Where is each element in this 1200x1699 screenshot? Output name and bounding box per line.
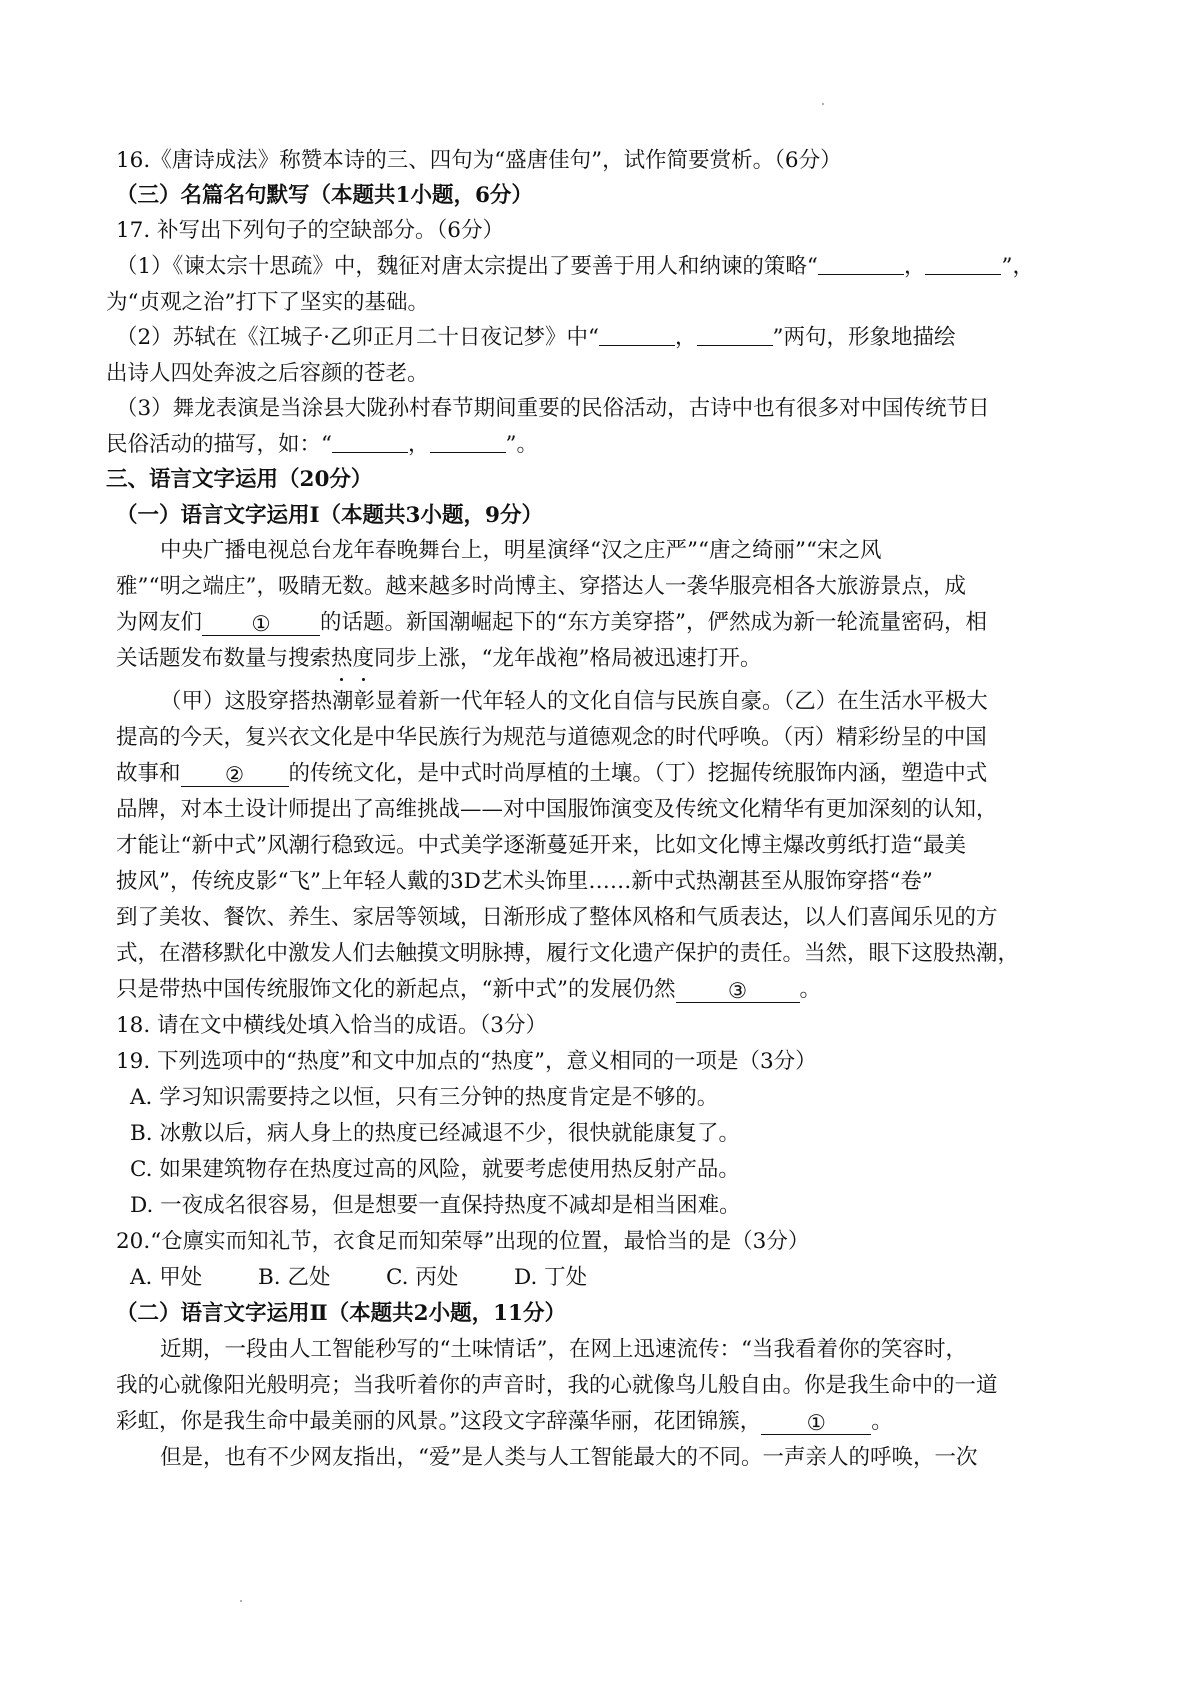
question-17-item-2-cont bbox=[106, 359, 429, 389]
passage-text: 品牌，对本土设计师提出了高维挑战——对中国服饰演变及传统文化精华有更加深刻的认知， bbox=[116, 797, 998, 822]
passage-text: 但是，也有不少网友指出，“爱”是人类与人工智能最大的不同。一声亲人的呼唤，一次 bbox=[160, 1445, 978, 1470]
option-text: B. 冰敷以后，病人身上的热度已经减退不少，很快就能康复了。 bbox=[130, 1121, 740, 1146]
passage-1-line bbox=[116, 608, 987, 638]
fill-blank-1[interactable]: ① bbox=[202, 613, 320, 636]
passage-text: 中央广播电视总台龙年春晚舞台上，明星演绎“汉之庄严”“唐之绮丽”“宋之风 bbox=[160, 538, 882, 563]
passage-text: 提高的今天，复兴衣文化是中华民族行为规范与道德观念的时代呼唤。（丙）精彩纷呈的中国 bbox=[116, 725, 987, 750]
passage-text: 雅”“明之端庄”，吸睛无数。越来越多时尚博主、穿搭达人一袭华服亮相各大旅游景点，成 bbox=[116, 574, 966, 599]
item-3-prefix: 民俗活动的描写，如：“ bbox=[106, 432, 332, 457]
item-3-separator: ， bbox=[408, 432, 430, 457]
fill-blank-3[interactable]: ③ bbox=[676, 980, 800, 1003]
fill-blank[interactable] bbox=[925, 252, 1001, 275]
subsection-2-heading-text: （二）语言文字运用Ⅱ（本题共2小题，11分） bbox=[116, 1301, 567, 1326]
passage-1-line bbox=[116, 975, 821, 1005]
item-1-separator: ， bbox=[903, 254, 926, 279]
subsection-1-heading bbox=[116, 501, 543, 531]
question-17-stem bbox=[116, 216, 504, 246]
passage-1-line bbox=[116, 939, 1019, 969]
item-2-suffix: ”两句，形象地描绘 bbox=[772, 325, 956, 350]
scan-speck bbox=[240, 1600, 242, 1602]
passage-1-line bbox=[160, 536, 881, 566]
part-3-heading-text: 三、语言文字运用（20分） bbox=[106, 467, 373, 492]
question-19-option-b[interactable] bbox=[130, 1119, 740, 1149]
passage-text: 只是带热中国传统服饰文化的新起点，“新中式”的发展仍然 bbox=[116, 977, 676, 1002]
question-20-stem bbox=[116, 1227, 809, 1257]
question-20-option-c[interactable]: C. 丙处 bbox=[386, 1265, 459, 1290]
item-3-line-1: （3）舞龙表演是当涂县大陇孙村春节期间重要的民俗活动，古诗中也有很多对中国传统节日 bbox=[116, 396, 990, 421]
passage-1-line bbox=[116, 903, 998, 933]
question-17-item-1-cont bbox=[106, 288, 429, 318]
question-19-option-d[interactable] bbox=[130, 1191, 741, 1221]
part-3-heading bbox=[106, 465, 372, 495]
passage-text: （甲）这股穿搭热潮彰显着新一代年轻人的文化自信与民族自豪。（乙）在生活水平极大 bbox=[160, 689, 988, 714]
passage-1-line bbox=[116, 723, 987, 753]
passage-text: 为网友们 bbox=[116, 610, 203, 635]
fill-blank[interactable] bbox=[599, 323, 675, 346]
dotted-word-redu bbox=[331, 646, 374, 671]
item-1-line-2: 为“贞观之治”打下了坚实的基础。 bbox=[106, 290, 429, 315]
item-1-suffix: ”， bbox=[1001, 254, 1034, 279]
passage-text: 。 bbox=[799, 977, 822, 1002]
item-2-line-2: 出诗人四处奔波之后容颜的苍老。 bbox=[106, 361, 429, 386]
passage-1-line bbox=[116, 759, 987, 789]
dotted-char: 度 bbox=[353, 644, 375, 674]
question-17-stem-text: 17. 补写出下列句子的空缺部分。（6分） bbox=[116, 218, 504, 243]
question-17-item-1 bbox=[116, 252, 1034, 282]
passage-text: 我的心就像阳光般明亮；当我听着你的声音时，我的心就像鸟儿般自由。你是我生命中的一道 bbox=[116, 1373, 998, 1398]
passage-2-line bbox=[116, 1407, 893, 1437]
question-20-options bbox=[130, 1263, 642, 1293]
question-20-option-a[interactable]: A. 甲处 bbox=[130, 1265, 203, 1290]
passage-text: 的话题。新国潮崛起下的“东方美穿搭”，俨然成为新一轮流量密码，相 bbox=[320, 610, 988, 635]
passage-1-line bbox=[116, 795, 998, 825]
passage-1-line bbox=[116, 867, 933, 897]
fill-blank[interactable] bbox=[430, 430, 506, 453]
scan-speck bbox=[822, 103, 824, 105]
passage-2-line bbox=[160, 1443, 978, 1473]
fill-blank[interactable] bbox=[697, 323, 773, 346]
option-text: A. 学习知识需要持之以恒，只有三分钟的热度肯定是不够的。 bbox=[130, 1085, 719, 1110]
question-19-stem-text: 19. 下列选项中的“热度”和文中加点的“热度”，意义相同的一项是（3分） bbox=[116, 1049, 817, 1074]
passage-text: 的传统文化，是中式时尚厚植的土壤。（丁）挖掘传统服饰内涵，塑造中式 bbox=[288, 761, 988, 786]
passage-1-line bbox=[116, 644, 762, 674]
fill-blank[interactable] bbox=[818, 252, 904, 275]
passage-2-line bbox=[116, 1371, 998, 1401]
section-3-heading-text: （三）名篇名句默写（本题共1小题，6分） bbox=[116, 183, 533, 208]
passage-text: 近期，一段由人工智能秒写的“土味情话”，在网上迅速流传：“当我看着你的笑容时， bbox=[160, 1337, 967, 1362]
passage-2-line bbox=[160, 1335, 967, 1365]
passage-text: 关话题发布数量与搜索 bbox=[116, 646, 332, 671]
question-19-stem bbox=[116, 1047, 817, 1077]
fill-blank[interactable] bbox=[332, 430, 408, 453]
passage-1-line bbox=[160, 687, 988, 717]
passage-text: 。 bbox=[871, 1409, 893, 1434]
fill-blank-1[interactable]: ① bbox=[761, 1412, 871, 1435]
section-3-heading bbox=[116, 181, 533, 211]
question-18 bbox=[116, 1011, 547, 1041]
subsection-1-heading-text: （一）语言文字运用Ⅰ（本题共3小题，9分） bbox=[116, 503, 543, 528]
passage-text: 才能让“新中式”风潮行稳致远。中式美学逐渐蔓延开来，比如文化博主爆改剪纸打造“最美 bbox=[116, 833, 966, 858]
question-20-stem-text: 20.“仓廪实而知礼节，衣食足而知荣辱”出现的位置，最恰当的是（3分） bbox=[116, 1229, 810, 1254]
question-17-item-3 bbox=[116, 394, 990, 424]
item-3-suffix: ”。 bbox=[505, 432, 539, 457]
passage-text: 故事和 bbox=[116, 761, 181, 786]
option-text: C. 如果建筑物存在热度过高的风险，就要考虑使用热反射产品。 bbox=[130, 1157, 740, 1182]
question-16 bbox=[116, 146, 842, 176]
question-16-text: 16.《唐诗成法》称赞本诗的三、四句为“盛唐佳句”，试作简要赏析。（6分） bbox=[116, 148, 842, 173]
question-17-item-3-cont bbox=[106, 430, 538, 460]
passage-text: 同步上涨，“龙年战袍”格局被迅速打开。 bbox=[374, 646, 762, 671]
question-17-item-2 bbox=[116, 323, 956, 353]
item-2-prefix: （2）苏轼在《江城子·乙卯正月二十日夜记梦》中“ bbox=[116, 325, 600, 350]
question-20-option-b[interactable]: B. 乙处 bbox=[258, 1265, 331, 1290]
subsection-2-heading bbox=[116, 1299, 566, 1329]
passage-text: 披风”，传统皮影“飞”上年轻人戴的3D艺术头饰里……新中式热潮甚至从服饰穿搭“卷” bbox=[116, 869, 933, 894]
passage-1-line bbox=[116, 831, 966, 861]
question-20-option-d[interactable]: D. 丁处 bbox=[514, 1265, 588, 1290]
fill-blank-2[interactable]: ② bbox=[181, 764, 289, 787]
passage-1-line bbox=[116, 572, 966, 602]
item-2-separator: ， bbox=[675, 325, 697, 350]
passage-text: 式，在潜移默化中激发人们去触摸文明脉搏，履行文化遗产保护的责任。当然，眼下这股热潮， bbox=[116, 941, 1020, 966]
item-1-prefix: （1）《谏太宗十思疏》中，魏征对唐太宗提出了要善于用人和纳谏的策略“ bbox=[116, 254, 818, 279]
question-19-option-c[interactable] bbox=[130, 1155, 740, 1185]
passage-text: 彩虹，你是我生命中最美丽的风景。”这段文字辞藻华丽，花团锦簇， bbox=[116, 1409, 762, 1434]
question-19-option-a[interactable] bbox=[130, 1083, 718, 1113]
dotted-char: 热 bbox=[331, 644, 353, 674]
passage-text: 到了美妆、餐饮、养生、家居等领域，日渐形成了整体风格和气质表达，以人们喜闻乐见的方 bbox=[116, 905, 998, 930]
option-text: D. 一夜成名很容易，但是想要一直保持热度不减却是相当困难。 bbox=[130, 1193, 741, 1218]
question-18-text: 18. 请在文中横线处填入恰当的成语。（3分） bbox=[116, 1013, 547, 1038]
